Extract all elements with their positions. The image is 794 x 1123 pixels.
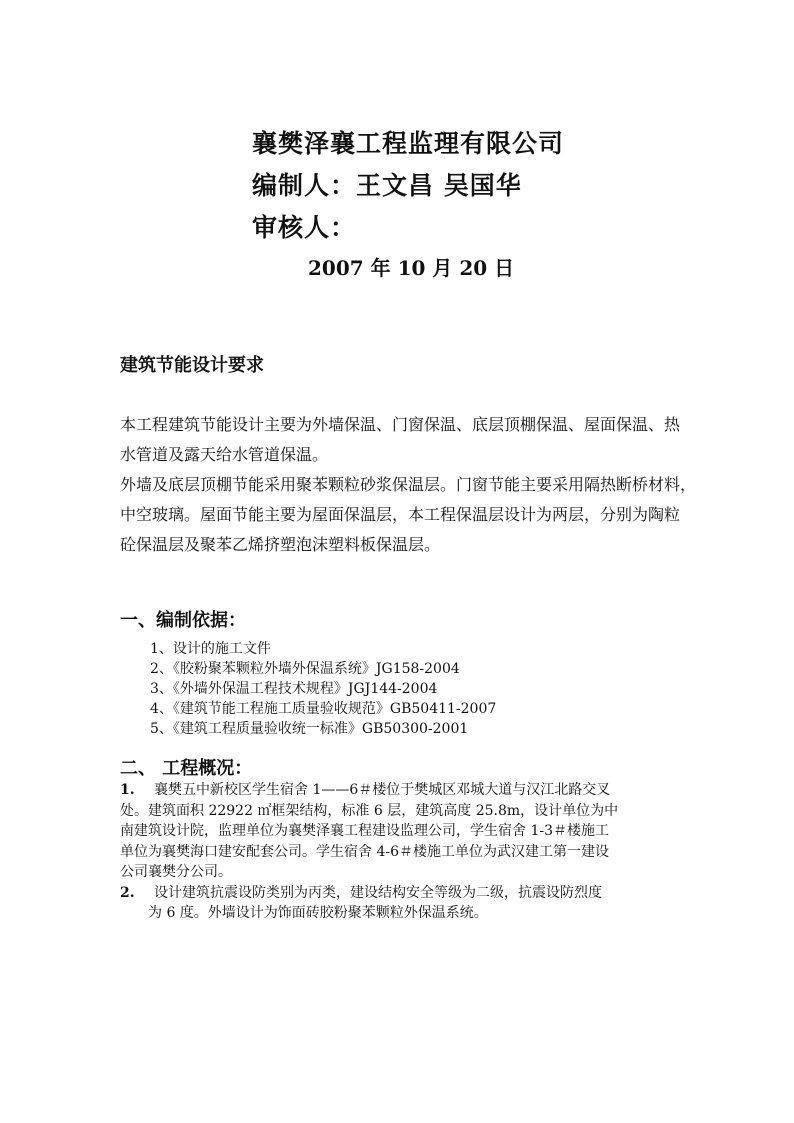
paragraph-line: 外墙及底层顶棚节能采用聚苯颗粒砂浆保温层。门窗节能主要采用隔热断桥材料，	[120, 475, 697, 494]
energy-section-title: 建筑节能设计要求	[120, 355, 264, 376]
item-number: 1.	[120, 782, 135, 798]
energy-section-body	[120, 410, 697, 560]
list-item: 3、《外墙外保温工程技术规程》JGJ144-2004	[150, 681, 438, 697]
item-text: 设计建筑抗震设防类别为丙类，建设结构安全等级为二级，抗震设防烈度	[154, 884, 602, 901]
item-number: 2.	[120, 884, 135, 901]
overview-item-2-line	[120, 883, 690, 904]
basis-section-title: 一、编制依据：	[120, 610, 246, 631]
paragraph-line: 为 6 度。外墙设计为饰面砖胶粉聚苯颗粒外保温系统。	[148, 905, 488, 921]
list-item: 5、《建筑工程质量验收统一标准》GB50300-2001	[150, 721, 469, 737]
reviewer-line: 审核人：	[252, 213, 357, 242]
paragraph-line: 处。建筑面积 22922 ㎡框架结构，标准 6 层，建筑高度 25.8m，设计单位为中	[120, 802, 619, 819]
paragraph-line: 砼保温层及聚苯乙烯挤塑泡沫塑料板保温层。	[120, 535, 441, 554]
basis-list	[150, 639, 496, 739]
item-text: 襄樊五中新校区学生宿舍 1——6＃楼位于樊城区邓城大道与汉江北路交叉	[154, 782, 611, 798]
overview-item-1-line	[120, 780, 690, 801]
paragraph-line: 本工程建筑节能设计主要为外墙保温、门窗保温、底层顶棚保温、屋面保温、热	[120, 415, 681, 434]
compiler-line: 编制人：王文昌 吴国华	[252, 171, 522, 200]
document-date: 2007 年 10 月 20 日	[308, 256, 515, 280]
list-item: 4、《建筑节能工程施工质量验收规范》GB50411-2007	[150, 701, 497, 717]
overview-body	[120, 780, 690, 924]
company-name: 襄樊泽襄工程监理有限公司	[252, 129, 565, 158]
paragraph-line: 公司襄樊分公司。	[120, 864, 232, 880]
list-item: 1、设计的施工文件	[150, 641, 271, 657]
list-item: 2、《胶粉聚苯颗粒外墙外保温系统》JG158-2004	[150, 661, 460, 677]
paragraph-line: 中空玻璃。屋面节能主要为屋面保温层，本工程保温层设计为两层，分别为陶粒	[120, 505, 681, 524]
paragraph-line: 单位为襄樊海口建安配套公司。学生宿舍 4-6＃楼施工单位为武汉建工第一建设	[120, 843, 609, 860]
paragraph-line: 南建筑设计院，监理单位为襄樊泽襄工程建设监理公司，学生宿舍 1-3＃楼施工	[120, 823, 609, 839]
paragraph-line: 水管道及露天给水管道保温。	[120, 445, 329, 464]
overview-section-title: 二、 工程概况：	[120, 758, 253, 779]
